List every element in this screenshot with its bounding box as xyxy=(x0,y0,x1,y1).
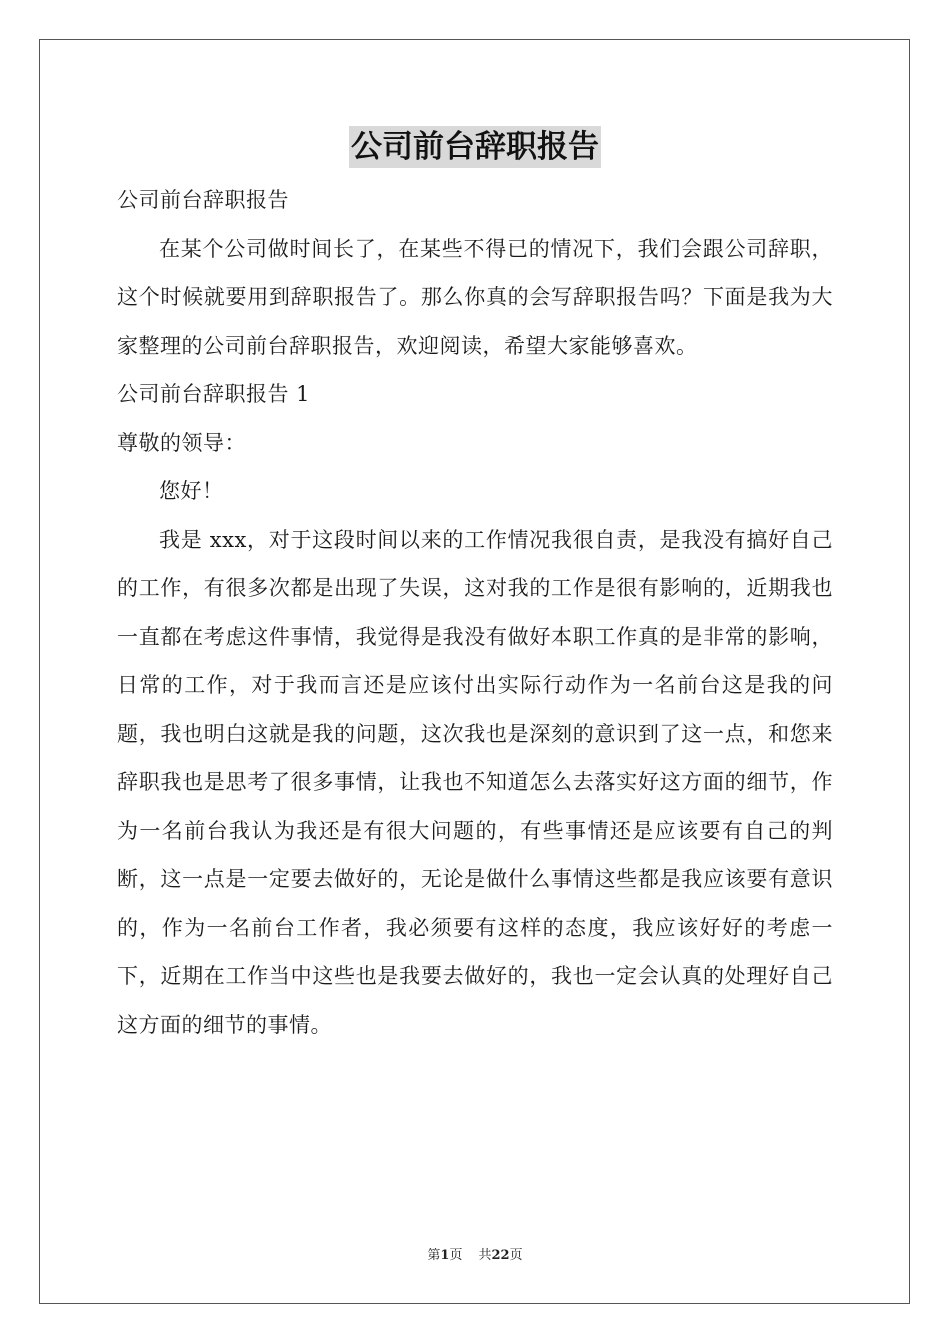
body-paragraph: 我是 xxx，对于这段时间以来的工作情况我很自责，是我没有搞好自己的工作，有很多次都是出现了失误，这对我的工作是很有影响的，近期我也一直都在考虑这件事情，我觉得是我没有做好本职工作真的是非常的影响，日常的工作，对于我而言还是应该付出实际行动作为一名前台这是我的问题，我也明白这就是我的问题，这次我也是深刻的意识到了这一点，和您来辞职我也是思考了很多事情，让我也不知道怎么去落实好这方面的细节，作为一名前台我认为我还是有很大问题的，有些事情还是应该要有自己的判断，这一点是一定要去做好的，无论是做什么事情这些都是我应该要有意识的，作为一名前台工作者，我必须要有这样的态度，我应该好好的考虑一下，近期在工作当中这些也是我要去做好的，我也一定会认真的处理好自己这方面的细节的事情。 xyxy=(117,527,833,1037)
page-footer xyxy=(0,1244,950,1263)
page-suffix: 页 xyxy=(449,1248,463,1263)
intro-paragraph: 在某个公司做时间长了，在某些不得已的情况下，我们会跟公司辞职，这个时候就要用到辞职报告了。那么你真的会写辞职报告吗？下面是我为大家整理的公司前台辞职报告，欢迎阅读，希望大家能够喜欢。 xyxy=(117,236,833,358)
document-body xyxy=(117,176,833,1049)
title-container xyxy=(0,126,950,168)
salutation: 尊敬的领导： xyxy=(117,430,246,455)
document-title: 公司前台辞职报告 xyxy=(349,126,601,168)
page-number: 1 xyxy=(440,1248,450,1263)
total-suffix: 页 xyxy=(509,1248,523,1263)
total-prefix: 共 xyxy=(478,1248,492,1263)
total-pages: 22 xyxy=(491,1248,510,1263)
page-prefix: 第 xyxy=(427,1248,441,1263)
subtitle: 公司前台辞职报告 xyxy=(117,188,289,212)
section-heading: 公司前台辞职报告 1 xyxy=(117,382,311,406)
greeting: 您好！ xyxy=(159,479,224,503)
